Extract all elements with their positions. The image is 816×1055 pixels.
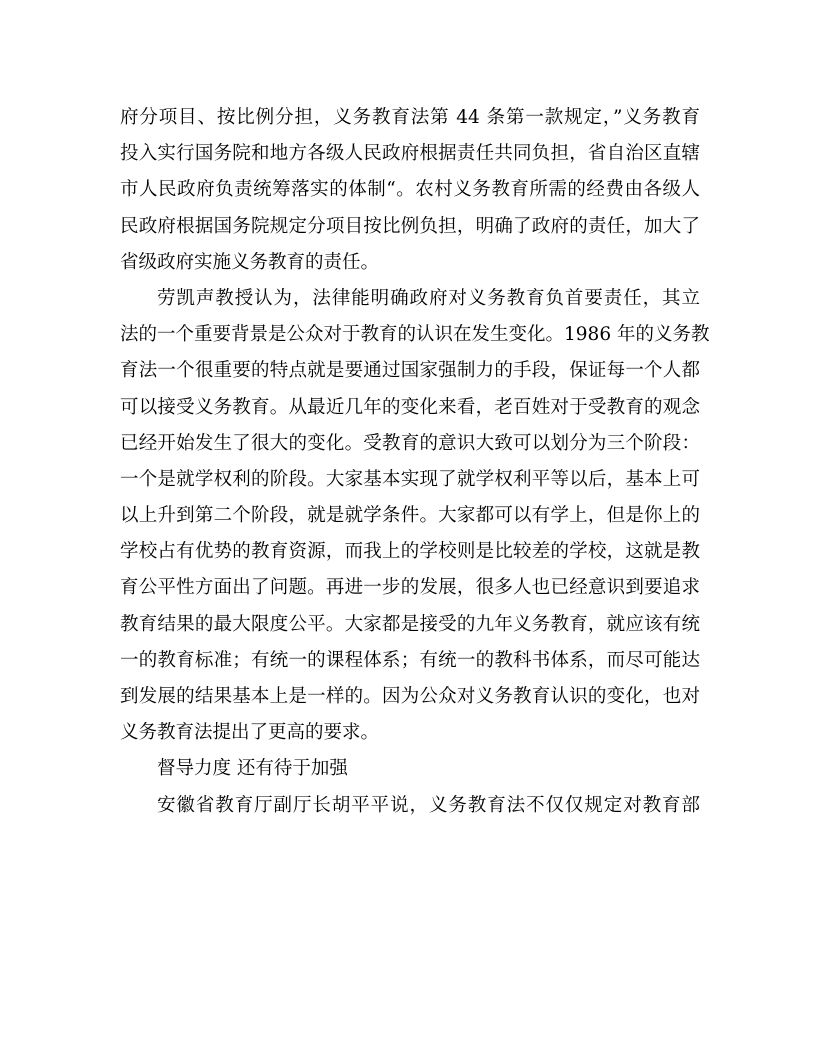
text-line: 一的教育标准；有统一的课程体系；有统一的教科书体系，而尽可能达 (120, 649, 700, 671)
document-body (120, 100, 710, 824)
text-line: 可以接受义务教育。从最近几年的变化来看，老百姓对于受教育的观念 (120, 396, 700, 418)
text-line: 以上升到第二个阶段，就是就学条件。大家都可以有学上，但是你上的 (120, 505, 700, 527)
text-line: 劳凯声教授认为，法律能明确政府对义务教育负首要责任，其立 (157, 287, 700, 309)
text-line: 学校占有优势的教育资源，而我上的学校则是比较差的学校，这就是教 (120, 541, 700, 563)
text-line: 到发展的结果基本上是一样的。因为公众对义务教育认识的变化，也对 (120, 686, 700, 707)
text-line: 育公平性方面出了问题。再进一步的发展，很多人也已经意识到要追求 (120, 577, 700, 599)
text-line: 教育结果的最大限度公平。大家都是接受的九年义务教育，就应该有统 (120, 613, 700, 635)
text-line: 已经开始发生了很大的变化。受教育的意识大致可以划分为三个阶段： (120, 432, 700, 454)
text-line: 安徽省教育厅副厅长胡平平说，义务教育法不仅仅规定对教育部 (157, 794, 700, 816)
text-line: 一个是就学权利的阶段。大家基本实现了就学权利平等以后，基本上可 (120, 468, 700, 490)
text-line: 义务教育法提出了更高的要求。 (120, 722, 380, 744)
text-line: 民政府根据国务院规定分项目按比例负担，明确了政府的责任，加大了 (120, 215, 700, 237)
text-line: 府分项目、按比例分担，义务教育法第 44 条第一款规定，”义务教育 (120, 107, 700, 128)
text-line: 市人民政府负责统筹落实的体制“。农村义务教育所需的经费由各级人 (120, 179, 700, 201)
text-line: 法的一个重要背景是公众对于教育的认识在发生变化。1986 年的义务教 (120, 324, 710, 346)
text-line: 育法一个很重要的特点就是要通过国家强制力的手段，保证每一个人都 (120, 360, 700, 382)
section-heading: 督导力度 还有待于加强 (157, 758, 348, 780)
text-line: 投入实行国务院和地方各级人民政府根据责任共同负担，省自治区直辖 (120, 143, 700, 165)
text-line: 省级政府实施义务教育的责任。 (120, 251, 380, 273)
